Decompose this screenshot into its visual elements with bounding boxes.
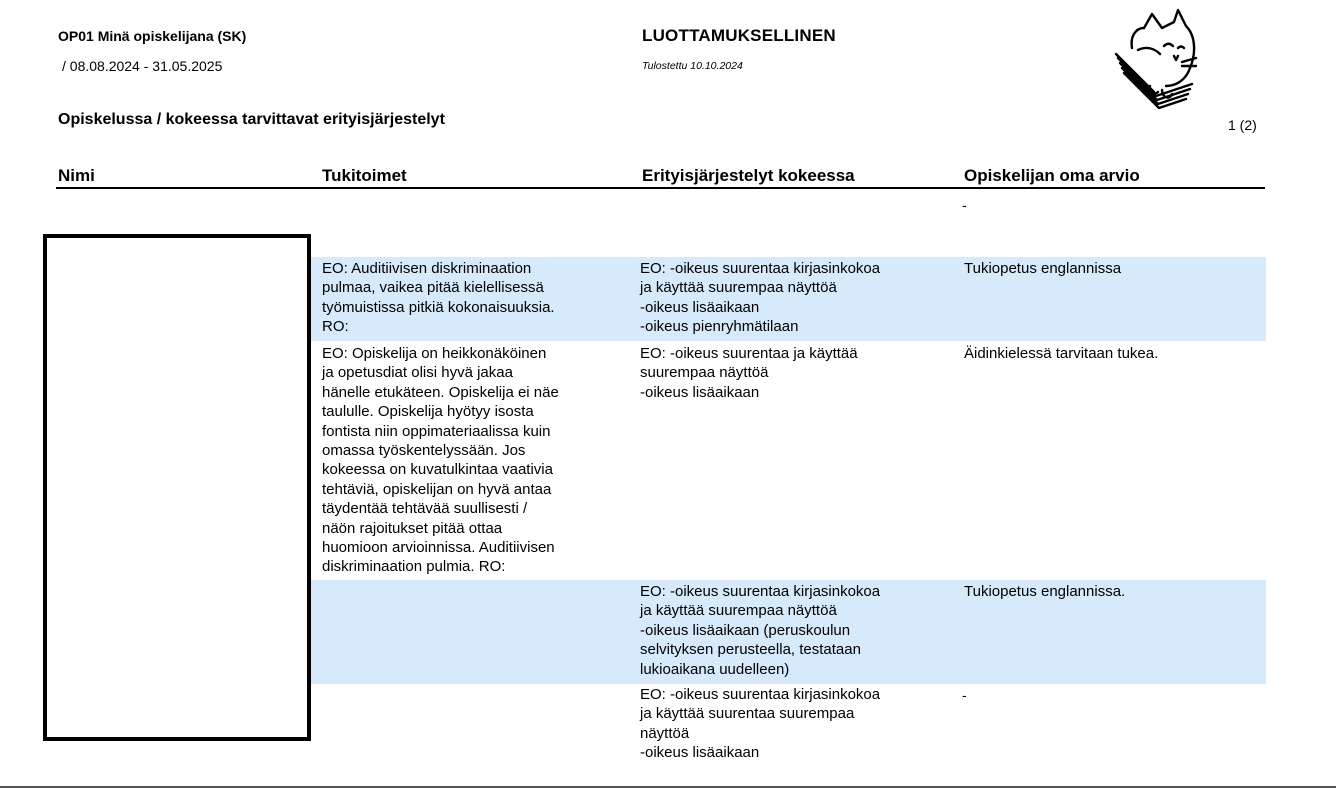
document-title: Opiskelussa / kokeessa tarvittavat erityisjärjestelyt	[58, 111, 445, 128]
confidential-label: LUOTTAMUKSELLINEN	[642, 26, 836, 45]
exam-arrangements-cell: EO: -oikeus suurentaa kirjasinkokoa ja käyttää suurempaa näyttöä -oikeus lisäaikaan -oikeus pienryhmätilaan	[640, 260, 881, 336]
page-number: 1 (2)	[1228, 117, 1257, 133]
column-header-support: Tukitoimet	[322, 166, 407, 185]
self-assessment-cell: -	[962, 197, 967, 213]
redacted-name-box	[43, 234, 311, 741]
printed-date: Tulostettu 10.10.2024	[642, 60, 743, 72]
support-cell: EO: Opiskelija on heikkonäköinen ja opetusdiat olisi hyvä jakaa hänelle etukäteen. Opiskelija ei näe taululle. Opiskelija hyötyy isosta fontista niin oppimateriaalissa kuin omassa työskentelyssään. Jos kokeessa on kuvatulkintaa vaativia tehtäviä, opiskelijan on hyvä antaa täydentää tehtävää suullisesti / näön rajoitukset pitää ottaa huomioon arvioinnissa. Auditiivisen diskriminaation pulmia. RO:	[322, 345, 559, 576]
support-cell: EO: Auditiivisen diskriminaation pulmaa, vaikea pitää kielellisessä työmuistissa pitkiä kokonaisuuksia. RO:	[322, 260, 555, 336]
exam-arrangements-cell: EO: -oikeus suurentaa kirjasinkokoa ja käyttää suurentaa suurempaa näyttöä -oikeus lisäaikaan	[640, 686, 881, 762]
column-header-exam-arrangements: Erityisjärjestelyt kokeessa	[642, 166, 855, 185]
self-assessment-cell: -	[962, 687, 967, 703]
self-assessment-cell: Tukiopetus englannissa.	[964, 583, 1126, 600]
column-header-self-assessment: Opiskelijan oma arvio	[964, 166, 1140, 185]
course-title: OP01 Minä opiskelijana (SK)	[58, 28, 247, 44]
cat-reading-book-icon	[1112, 6, 1204, 110]
self-assessment-cell: Tukiopetus englannissa	[964, 260, 1122, 277]
header-divider	[56, 187, 1265, 189]
course-period: / 08.08.2024 - 31.05.2025	[62, 58, 223, 74]
self-assessment-cell: Äidinkielessä tarvitaan tukea.	[964, 345, 1159, 362]
column-header-name: Nimi	[58, 166, 95, 185]
exam-arrangements-cell: EO: -oikeus suurentaa kirjasinkokoa ja käyttää suurempaa näyttöä -oikeus lisäaikaan (peruskoulun selvityksen perusteella, testataan lukioaikana uudelleen)	[640, 583, 881, 678]
exam-arrangements-cell: EO: -oikeus suurentaa ja käyttää suurempaa näyttöä -oikeus lisäaikaan	[640, 345, 858, 401]
page-bottom-border	[0, 786, 1336, 788]
